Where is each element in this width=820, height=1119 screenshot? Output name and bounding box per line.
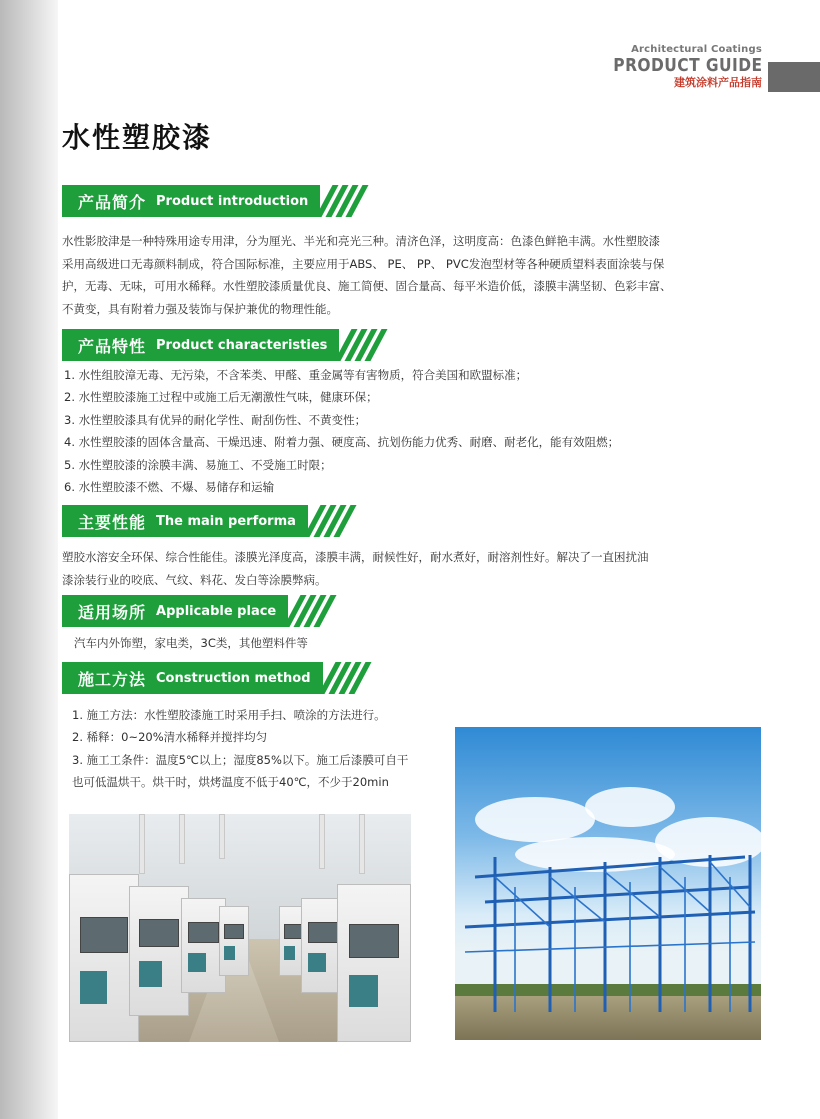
list-item: 也可低温烘干。烘干时，烘烤温度不低于40℃，不少于20min: [72, 775, 389, 790]
section-title-en: Construction method: [156, 670, 311, 686]
text-line: 水性影胶津是一种特殊用途专用津，分为厘光、半光和亮光三种。清济色泽，这明度高：色漆色鲜艳丰满。水性塑胶漆: [62, 234, 660, 248]
section-header-performance: [62, 505, 352, 537]
section-header-intro: [62, 185, 364, 217]
intro-paragraph: [62, 230, 746, 320]
characteristics-list: [64, 364, 619, 498]
brand-cn-title: 建筑涂料产品指南: [674, 76, 762, 89]
list-item: 1. 施工方法：水性塑胶漆施工时采用手扫、喷涂的方法进行。: [72, 708, 386, 722]
list-item: 4. 水性塑胶漆的固体含量高、干燥迅速、附着力强、硬度高、抗划伤能力优秀、耐磨、耐老化，能有效阻燃；: [64, 435, 620, 450]
stripe-decoration: [324, 185, 364, 217]
section-title-cn: 产品简介: [78, 192, 147, 212]
list-item: 6. 水性塑胶漆不燃、不爆、易储存和运输: [64, 480, 275, 495]
left-margin-shade: [0, 0, 58, 1119]
application-text: 汽车内外饰塑，家电类，3C类，其他塑料件等: [74, 636, 308, 650]
section-title-en: Applicable place: [156, 603, 277, 619]
brand-bar: [768, 62, 820, 92]
list-item: 2. 稀释：0~20%清水稀释并搅拌均匀: [72, 730, 268, 745]
section-title-en: Product introduction: [156, 193, 309, 209]
section-label: [62, 595, 288, 627]
section-header-application: [62, 595, 332, 627]
section-label: [62, 662, 323, 694]
construction-list: [72, 704, 408, 794]
section-title-cn: 施工方法: [78, 669, 147, 689]
section-header-construction: [62, 662, 367, 694]
stripe-decoration: [343, 329, 383, 361]
text-line: 漆涂装行业的咬底、气纹、料花、发白等涂膜弊病。: [62, 572, 327, 587]
factory-photo: [69, 814, 411, 1042]
list-item: 1. 水性组胶漳无毒、无污染，不含苯类、甲醛、重金属等有害物质，符合美国和欧盟标准；: [64, 368, 528, 382]
section-header-characteristics: [62, 329, 383, 361]
section-title-cn: 产品特性: [78, 336, 147, 356]
steel-frame-drawing: [455, 727, 761, 1040]
section-label: [62, 185, 320, 217]
text-line: 塑胶水溶安全环保、综合性能佳。漆膜光泽度高，漆膜丰满，耐候性好，耐水煮好，耐溶剂性好。解决了一直困扰油: [62, 550, 649, 564]
section-title-en: Product characteristies: [156, 337, 328, 353]
stripe-decoration: [327, 662, 367, 694]
page-title: 水性塑胶漆: [62, 121, 213, 154]
brand-header: [589, 44, 763, 90]
list-item: 5. 水性塑胶漆的涂膜丰满、易施工、不受施工时限；: [64, 457, 332, 472]
performance-paragraph: [62, 546, 746, 591]
section-title-cn: 主要性能: [78, 512, 147, 532]
section-label: [62, 329, 339, 361]
stripe-decoration: [312, 505, 352, 537]
list-item: 3. 水性塑胶漆具有优异的耐化学性、耐刮伤性、不黄变性；: [64, 412, 367, 427]
section-title-cn: 适用场所: [78, 602, 147, 622]
text-line: 护，无毒、无味，可用水稀释。水性塑胶漆质量优良、施工简便、固合量高、每平米造价低，漆膜丰满坚韧、色彩丰富、: [62, 279, 672, 293]
list-item: 3. 施工工条件：温度5℃以上；湿度85%以下。施工后漆膜可自干: [72, 752, 409, 767]
text-line: 采用高级进口无毒颜料制成，符合国际标准，主要应用于ABS、 PE、 PP、 PVC发泡型材等各种硬质望料表面涂装与保: [62, 256, 665, 271]
brand-title: PRODUCT GUIDE: [612, 55, 762, 76]
steel-structure-photo: [455, 727, 761, 1040]
stripe-decoration: [292, 595, 332, 627]
section-label: [62, 505, 308, 537]
text-line: 不黄变，具有附着力强及装饰与保护兼优的物理性能。: [62, 301, 338, 316]
brand-subtitle: Architectural Coatings: [631, 44, 762, 55]
section-title-en: The main performa: [156, 513, 296, 529]
list-item: 2. 水性塑胶漆施工过程中或施工后无潮激性气味，健康环保；: [64, 390, 378, 405]
